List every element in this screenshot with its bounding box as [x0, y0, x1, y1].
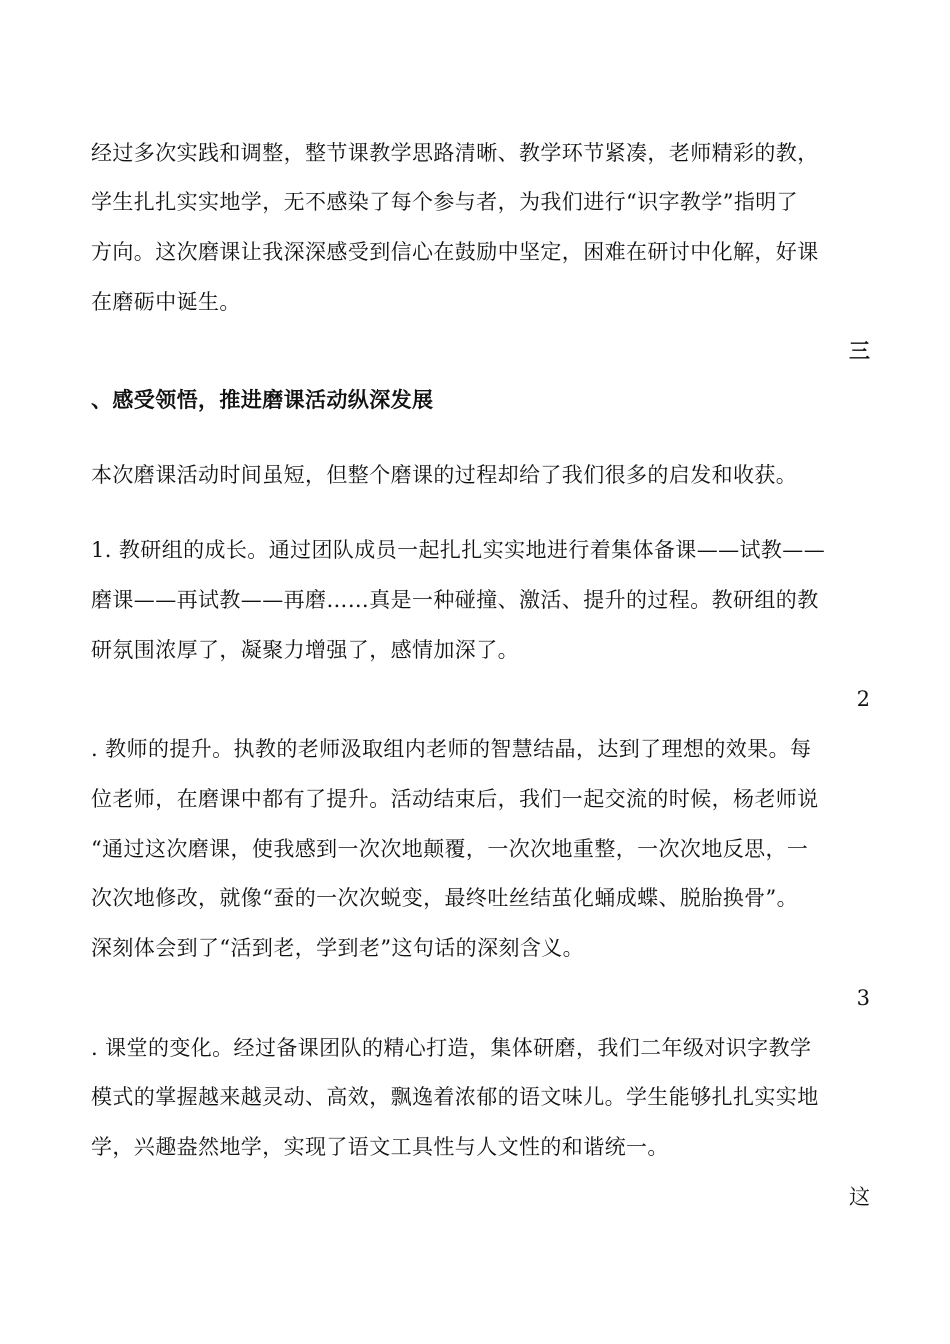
item2-number: 2 — [856, 687, 870, 711]
item1-line: 1. 教研组的成长。通过团队成员一起扎扎实实地进行着集体备课——试教—— — [91, 538, 826, 562]
item2-line: 深刻体会到了“活到老，学到老”这句话的深刻含义。 — [91, 936, 585, 960]
item3-line: 模式的掌握越来越灵动、高效，飘逸着浓郁的语文味儿。学生能够扎扎实实地 — [91, 1085, 819, 1109]
item3-number: 3 — [856, 986, 870, 1010]
item1-line: 研氛围浓厚了，凝聚力增强了，感情加深了。 — [91, 638, 519, 662]
section-heading: 、感受领悟，推进磨课活动纵深发展 — [91, 387, 434, 412]
item2-line: “通过这次磨课，使我感到一次次地颠覆，一次次地重整，一次次地反思，一 — [91, 837, 809, 861]
trailing-text: 这 — [849, 1185, 870, 1209]
item2-line: 次次地修改，就像“蚕的一次次蜕变，最终吐丝结茧化蛹成蝶、脱胎换骨”。 — [91, 886, 799, 910]
paragraph-line: 方向。这次磨课让我深深感受到信心在鼓励中坚定，困难在研讨中化解，好课 — [91, 240, 819, 264]
intro-paragraph: 本次磨课活动时间虽短，但整个磨课的过程却给了我们很多的启发和收获。 — [91, 463, 798, 487]
paragraph-line: 在磨砺中诞生。 — [91, 290, 241, 314]
item2-line: . 教师的提升。执教的老师汲取组内老师的智慧结晶，达到了理想的效果。每 — [91, 737, 812, 761]
section-number: 三 — [849, 338, 870, 363]
item3-line: 学，兴趣盎然地学，实现了语文工具性与人文性的和谐统一。 — [91, 1135, 669, 1159]
item1-line: 磨课——再试教——再磨……真是一种碰撞、激活、提升的过程。教研组的教 — [91, 588, 819, 612]
paragraph-line: 学生扎扎实实地学，无不感染了每个参与者，为我们进行“识字教学”指明了 — [91, 190, 799, 214]
item3-line: . 课堂的变化。经过备课团队的精心打造，集体研磨，我们二年级对识字教学 — [91, 1036, 812, 1060]
item2-line: 位老师，在磨课中都有了提升。活动结束后，我们一起交流的时候，杨老师说 — [91, 787, 819, 811]
paragraph-line: 经过多次实践和调整，整节课教学思路清晰、教学环节紧凑，老师精彩的教， — [91, 141, 819, 165]
